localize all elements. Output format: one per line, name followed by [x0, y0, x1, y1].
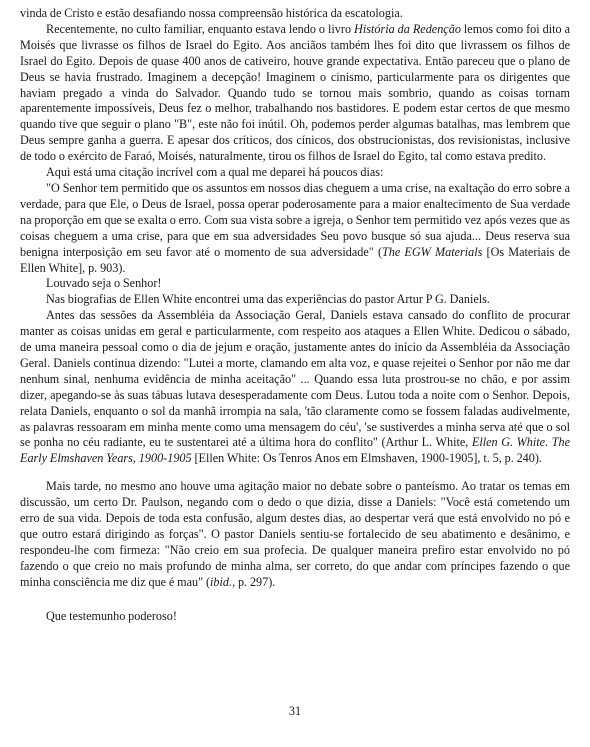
- paragraph: Mais tarde, no mesmo ano houve uma agitação maior no debate sobre o panteísmo. Ao tratar os temas em discussão, um certo Dr. Paulson, negando com o dedo o que dizia, disse a Daniels: "Você está cometendo um erro de sua vida. Depois de toda esta confusão, algum destes dias, ao despertar verá que está envolvido no pó e que outro estará dirigindo as forças". O pastor Daniels sentiu-se fortalecido de seu abatimento e desânimo, e respondeu-lhe com firmeza: "Não creio em sua profecia. De qualquer maneira prefiro estar envolvido no pó fazendo o que creio no mais profundo de minha alma, ser correto, do que andar com príncipes fazendo o que minha consciência me diz que é mau" (ibid., p. 297).: [20, 479, 570, 589]
- closing-line: Que testemunho poderoso!: [46, 608, 177, 623]
- citation-ibid: ibid.: [210, 574, 233, 589]
- page-number: 31: [288, 704, 302, 718]
- book-title: The EGW Materials: [382, 244, 483, 259]
- body-text: [20, 6, 570, 625]
- paragraph: Recentemente, no culto familiar, enquanto estava lendo o livro História da Redenção lemos como foi dito a Moisés que livrasse os filhos de Israel do Egito. Aos anciãos também lhes foi dito que livrassem os filhos de Israel do Egito. Depois de quase 400 anos de cativeiro, houve grande expectativa. Então pareceu que o plano de Deus se havia frustrado. Imaginem a decepção! Imaginem o cinismo, particularmente para os dirigentes que haviam pregado a vinda do Salvador. Quando tudo se tornou mais sombrio, quando as coisas tornam aparentemente impossíveis, Deus fez o melhor, trabalhando nos bastidores. E podem estar certos de que mesmo quando tive que seguir o plano "B", este não foi inútil. Oh, podemos perder algumas batalhas, mas lembrem que Deus sempre ganha a guerra. E apesar dos críticos, dos cínicos, dos obstrucionistas, dos revisionistas, inclusive de todo o exército de Faraó, Moisés, naturalmente, tirou os filhos de Israel do Egito, tal como estava predito.: [20, 21, 570, 164]
- paragraph: Antes das sessões da Assembléia da Associação Geral, Daniels estava cansado do conflito de procurar manter as coisas unidas em geral e particularmente, com respeito aos ataques a Ellen White. Dedicou o sábado, de uma maneira pessoal como o dia de jejum e oração, justamente antes do início da Assembléia da Associação Geral. Daniels continua dizendo: "Lutei a morte, clamando em alta voz, e quase rejeitei o Senhor por não me dar nenhum sinal, nenhuma evidência de minha aceitação" ... Quando essa luta prostrou-se no chão, e por assim dizer, apegando-se às suas tábuas lutava desesperadamente com Deus. Lutou toda a noite com o Senhor. Depois, relata Daniels, enquanto o sol da manhã irrompia na sala, 'tão claramente como se fossem faladas audivelmente, as palavras ressoaram em minha mente como uma mensagem do céu', 'se sustiverdes a minha serva até que o sol se ponha no céu radiante, eu te sustentarei até a última hora do conflito" (Arthur L. White, Ellen G. White. The Early Elmshaven Years, 1900-1905 [Ellen White: Os Tenros Anos em Elmshaven, 1900-1905], t. 5, p. 240).: [20, 308, 570, 466]
- book-title: Ellen G. White. The Early Elmshaven Years, 1900-1905: [20, 435, 570, 466]
- book-title: História da Redenção: [354, 21, 461, 36]
- paragraph: Aqui está uma citação incrível com a qual me deparei há poucos dias:: [46, 165, 384, 180]
- paragraph: vinda de Cristo e estão desafiando nossa compreensão histórica da escatologia.: [20, 6, 403, 20]
- paragraph: Nas biografias de Ellen White encontrei uma das experiências do pastor Artur P G. Daniels.: [46, 292, 490, 307]
- paragraph: Louvado seja o Senhor!: [46, 276, 162, 291]
- quotation-paragraph: "O Senhor tem permitido que os assuntos em nossos dias cheguem a uma crise, na exaltação do erro sobre a verdade, para que Ele, o Deus de Israel, possa operar poderosamente para a maior enaltecimento de Sua verdade na proporção em que se exalta o erro. Com sua vista sobre a igreja, o Senhor tem permitido vez após vezes que as coisas cheguem a uma crise, para que em sua adversidades Seu povo busque só sua ajuda... Deus reserva sua benigna interposição em seu favor até o momento de sua adversidade" (The EGW Materials [Os Materiais de Ellen White], p. 903).: [20, 180, 570, 275]
